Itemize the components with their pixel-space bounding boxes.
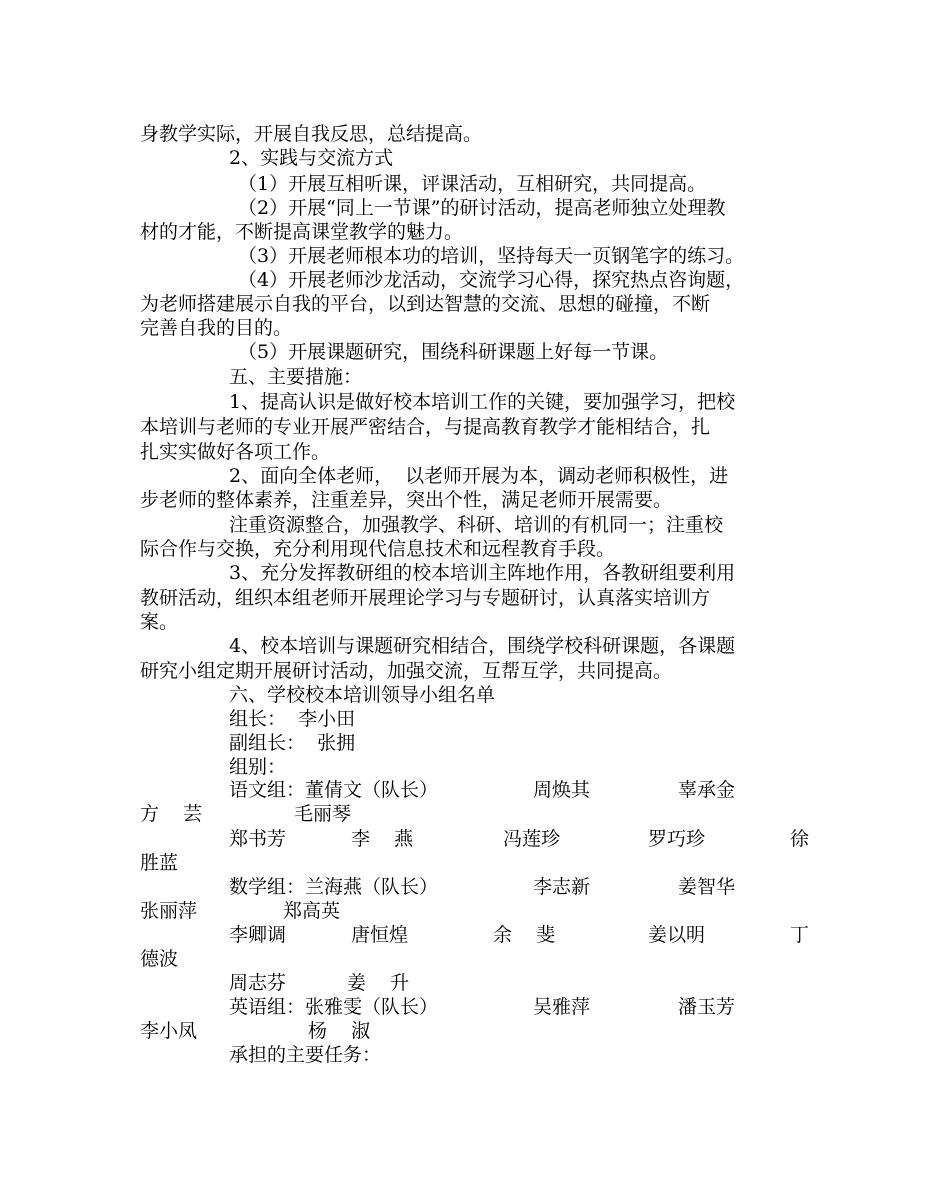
member-name: 李 燕 [351, 828, 414, 850]
member-name: 毛丽琴 [294, 803, 352, 825]
member-name: 李卿调 [229, 924, 287, 946]
member-name: 胜蓝 [140, 852, 179, 874]
paragraph-line: 研究小组定期开展研讨活动，加强交流，互帮互学，共同提高。 [140, 660, 673, 682]
member-name: 丁 [790, 924, 810, 946]
section-heading: 2、实践与交流方式 [229, 147, 394, 169]
member-name: 唐恒煌 [351, 924, 409, 946]
paragraph-line: 4、校本培训与课题研究相结合，围绕学校科研课题，各课题 [229, 635, 736, 657]
group-english-label: 英语组：张雅雯（队长） [229, 996, 439, 1018]
member-name: 李志新 [533, 876, 591, 898]
list-item: （3）开展老师根本功的培训，坚持每天一页钢笔字的练习。 [238, 245, 745, 267]
paragraph-line: 1、提高认识是做好校本培训工作的关键，要加强学习，把校 [229, 391, 736, 413]
member-name: 杨 淑 [308, 1020, 371, 1042]
paragraph-line: 案。 [140, 611, 179, 633]
member-name: 张丽萍 [140, 900, 198, 922]
member-name: 辜承金 [678, 779, 736, 801]
paragraph-line: 3、充分发挥教研组的校本培训主阵地作用，各教研组要利用 [229, 562, 736, 584]
member-name: 周志芬 [229, 972, 287, 994]
member-name: 余 斐 [493, 924, 556, 946]
paragraph-line: 完善自我的目的。 [140, 317, 293, 339]
member-name: 吴雅萍 [533, 996, 591, 1018]
member-name: 姜 升 [347, 972, 410, 994]
section-heading: 六、学校校本培训领导小组名单 [229, 684, 496, 706]
paragraph-line: 为老师搭建展示自我的平台，以到达智慧的交流、思想的碰撞，不断 [140, 293, 711, 315]
list-item: （2）开展“同上一节课”的研讨活动，提高老师独立处理教 [238, 197, 726, 219]
list-item: （5）开展课题研究，围绕科研课题上好每一节课。 [238, 341, 669, 363]
paragraph-line: 身教学实际，开展自我反思，总结提高。 [140, 123, 483, 145]
member-name: 李小凤 [140, 1020, 198, 1042]
paragraph-line: 材的才能，不断提高课堂教学的魅力。 [140, 221, 464, 243]
section-heading: 五、主要措施： [229, 366, 363, 388]
member-name: 罗巧珍 [648, 828, 706, 850]
paragraph-line: 教研活动，组织本组老师开展理论学习与专题研讨，认真落实培训方 [140, 587, 711, 609]
paragraph-line: 步老师的整体素养，注重差异，突出个性，满足老师开展需要。 [140, 489, 673, 511]
member-name: 潘玉芳 [678, 996, 736, 1018]
member-name: 方 芸 [140, 803, 203, 825]
section-heading: 承担的主要任务： [229, 1044, 382, 1066]
paragraph-line: 扎实实做好各项工作。 [140, 441, 331, 463]
list-item: （1）开展互相听课，评课活动，互相研究，共同提高。 [238, 173, 707, 195]
member-name: 郑书芳 [229, 828, 287, 850]
paragraph-line: 2、面向全体老师， 以老师开展为本，调动老师积极性，进 [229, 465, 729, 487]
team-deputy-leader: 副组长： 张拥 [229, 732, 356, 754]
paragraph-line: 本培训与老师的专业开展严密结合，与提高教育教学才能相结合，扎 [140, 416, 711, 438]
member-name: 德波 [140, 948, 179, 970]
group-heading: 组别： [229, 756, 287, 778]
member-name: 姜智华 [678, 876, 736, 898]
team-leader: 组长： 李小田 [229, 708, 356, 730]
member-name: 姜以明 [648, 924, 706, 946]
member-name: 冯莲珍 [503, 828, 561, 850]
group-math-label: 数学组：兰海燕（队长） [229, 876, 439, 898]
paragraph-line: 际合作与交换，充分利用现代信息技术和远程教育手段。 [140, 538, 616, 560]
paragraph-line: 注重资源整合，加强教学、科研、培训的有机同一；注重校 [229, 514, 724, 536]
member-name: 郑高英 [283, 900, 341, 922]
group-chinese-label: 语文组：董倩文（队长） [229, 779, 439, 801]
list-item: （4）开展老师沙龙活动，交流学习心得，探究热点咨询题， [238, 269, 745, 291]
member-name: 周焕其 [533, 779, 591, 801]
member-name: 徐 [790, 828, 810, 850]
